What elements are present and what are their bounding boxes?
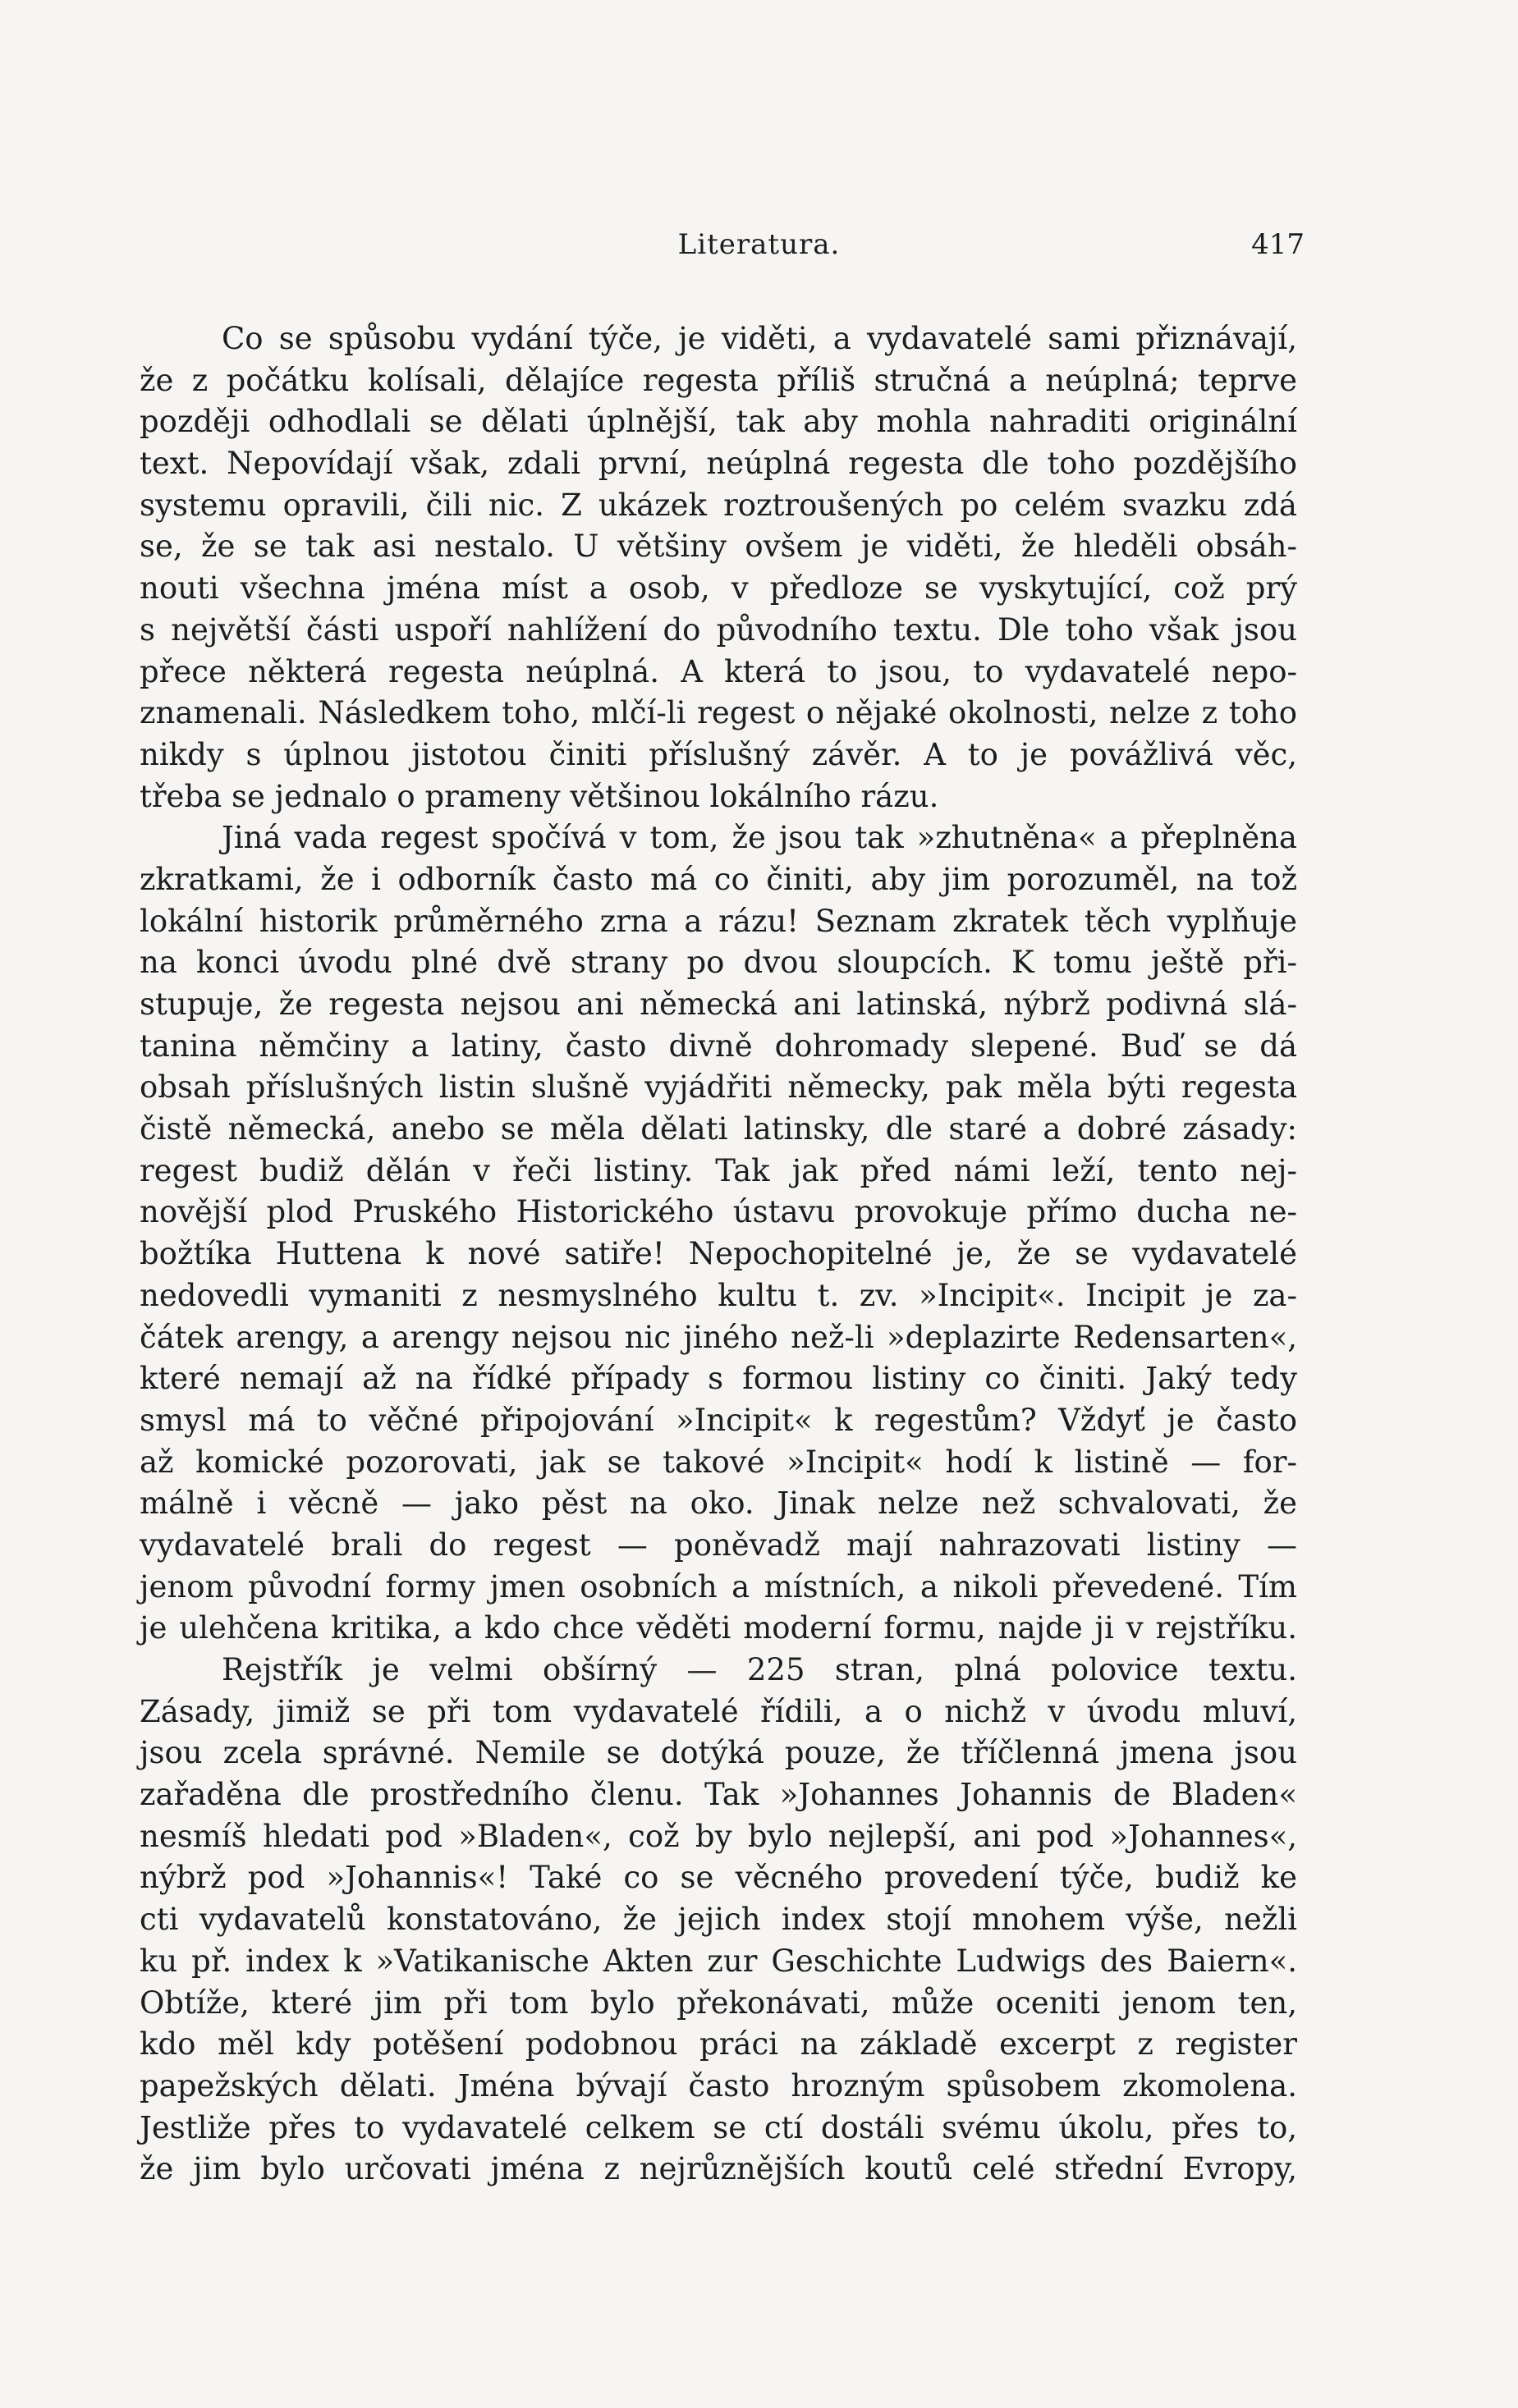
text-line: se, že se tak asi nestalo. U většiny ovšem je viděti, že hleděli obsáh- <box>140 529 1297 565</box>
text-line: Obtíže, které jim při tom bylo překonávati, může oceniti jenom ten, <box>140 1985 1297 2021</box>
text-line: že jim bylo určovati jména z nejrůznějších koutů celé střední Evropy, <box>140 2151 1297 2187</box>
body-text <box>140 318 1297 2191</box>
text-line: Zásady, jimiž se při tom vydavatelé řídili, a o nichž v úvodu mluví, <box>140 1693 1297 1729</box>
text-line: nýbrž pod »Johannis«! Také co se věcného provedení týče, budiž ke <box>140 1860 1297 1896</box>
text-line: že z počátku kolísali, dělajíce regesta příliš stručná a neúplná; teprve <box>140 362 1297 398</box>
running-head <box>0 228 1518 269</box>
text-line: obsah příslušných listin slušně vyjádřiti německy, pak měla býti regesta <box>140 1069 1297 1106</box>
text-line: božtíka Huttena k nové satiře! Nepochopitelné je, že se vydavatelé <box>140 1236 1297 1272</box>
page-header-title: Literatura. <box>677 228 841 261</box>
text-line: na konci úvodu plné dvě strany po dvou sloupcích. K tomu ještě při- <box>140 945 1297 981</box>
text-line: novější plod Pruského Historického ústavu provokuje přímo ducha ne- <box>140 1194 1297 1230</box>
text-line: ku př. index k »Vatikanische Akten zur Geschichte Ludwigs des Baiern«. <box>140 1943 1297 1979</box>
text-line: s největší části uspoří nahlížení do původního textu. Dle toho však jsou <box>140 611 1297 648</box>
text-line: Jestliže přes to vydavatelé celkem se ctí dostáli svému úkolu, přes to, <box>140 2109 1297 2145</box>
text-line: později odhodlali se dělati úplnější, tak aby mohla nahraditi originální <box>140 404 1297 440</box>
text-line: čátek arengy, a arengy nejsou nic jiného než-li »deplazirte Redensarten«, <box>140 1319 1297 1355</box>
text-line: znamenali. Následkem toho, mlčí-li regest o nějaké okolnosti, nelze z toho <box>140 695 1297 731</box>
text-line: nouti všechna jména míst a osob, v předloze se vyskytující, což prý <box>140 570 1297 607</box>
text-line: až komické pozorovati, jak se takové »Incipit« hodí k listině — for- <box>140 1444 1297 1480</box>
text-line: Jiná vada regest spočívá v tom, že jsou tak »zhutněna« a přeplněna <box>222 820 1297 856</box>
text-line: čistě německá, anebo se měla dělati latinsky, dle staré a dobré zásady: <box>140 1111 1297 1147</box>
text-line: nedovedli vymaniti z nesmyslného kultu t. zv. »Incipit«. Incipit je za- <box>140 1277 1297 1313</box>
text-line: Rejstřík je velmi obšírný — 225 stran, plná polovice textu. <box>222 1652 1297 1687</box>
text-line: cti vydavatelů konstatováno, že jejich index stojí mnohem výše, nežli <box>140 1902 1297 1938</box>
text-line: stupuje, že regesta nejsou ani německá ani latinská, nýbrž podivná slá- <box>140 987 1297 1022</box>
text-line: papežských dělati. Jména bývají často hrozným spůsobem zkomolena. <box>140 2067 1297 2104</box>
text-line: vydavatelé brali do regest — poněvadž mají nahrazovati listiny — <box>140 1527 1297 1563</box>
text-line: lokální historik průměrného zrna a rázu! Seznam zkratek těch vyplňuje <box>140 903 1297 939</box>
text-line: systemu opravili, čili nic. Z ukázek roztroušených po celém svazku zdá <box>140 487 1297 523</box>
text-line: regest budiž dělán v řeči listiny. Tak jak před námi leží, tento nej- <box>140 1152 1297 1188</box>
text-line: zařaděna dle prostředního členu. Tak »Johannes Johannis de Bladen« <box>140 1777 1297 1813</box>
page-number: 417 <box>1251 228 1305 261</box>
text-line: tanina němčiny a latiny, často divně dohromady slepené. Buď se dá <box>140 1028 1297 1064</box>
text-line: zkratkami, že i odborník často má co činiti, aby jim porozuměl, na tož <box>140 861 1297 897</box>
text-line: kdo měl kdy potěšení podobnou práci na základě excerpt z register <box>140 2026 1297 2062</box>
text-line: jsou zcela správné. Nemile se dotýká pouze, že tříčlenná jmena jsou <box>140 1735 1297 1771</box>
text-line: Co se spůsobu vydání týče, je viděti, a vydavatelé sami přiznávají, <box>222 321 1297 356</box>
text-line: které nemají až na řídké případy s formou listiny co činiti. Jaký tedy <box>140 1361 1297 1397</box>
text-line: jenom původní formy jmen osobních a místních, a nikoli převedené. Tím <box>140 1568 1297 1605</box>
text-line: málně i věcně — jako pěst na oko. Jinak nelze než schvalovati, že <box>140 1486 1297 1522</box>
text-line: nikdy s úplnou jistotou činiti příslušný závěr. A to je povážlivá věc, <box>140 736 1297 772</box>
text-line: text. Nepovídají však, zdali první, neúplná regesta dle toho pozdějšího <box>140 446 1297 482</box>
text-line: smysl má to věčné připojování »Incipit« k regestům? Vždyť je často <box>140 1402 1297 1438</box>
text-line: je ulehčena kritika, a kdo chce věděti moderní formu, najde ji v rejstříku. <box>140 1610 1297 1646</box>
text-line: přece některá regesta neúplná. A která to jsou, to vydavatelé nepo- <box>140 653 1297 689</box>
text-line: nesmíš hledati pod »Bladen«, což by bylo nejlepší, ani pod »Johannes«, <box>140 1818 1297 1854</box>
text-line: třeba se jednalo o prameny většinou lokálního rázu. <box>140 778 939 814</box>
